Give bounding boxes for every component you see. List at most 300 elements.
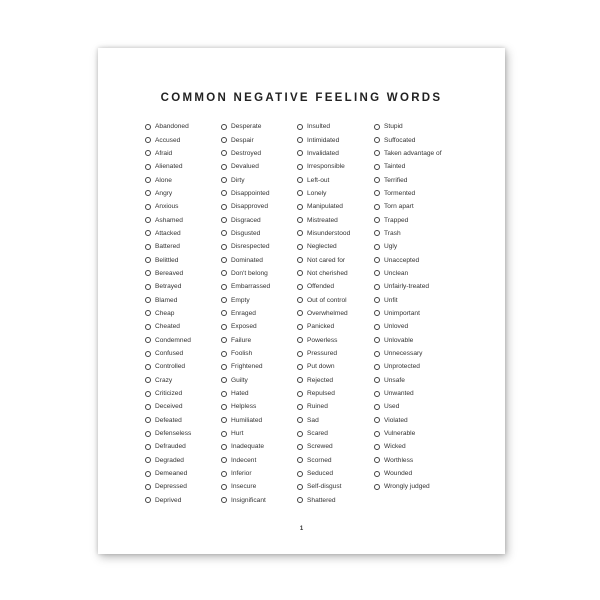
feeling-word-item[interactable] — [297, 480, 350, 493]
feeling-word-item[interactable] — [297, 467, 350, 480]
checkbox-circle-icon[interactable] — [297, 284, 303, 290]
feeling-word-item[interactable] — [374, 147, 442, 160]
checkbox-circle-icon[interactable] — [297, 190, 303, 196]
feeling-word-item[interactable] — [297, 387, 350, 400]
feeling-word-label: Disapproved — [231, 203, 269, 211]
feeling-word-item[interactable] — [145, 427, 191, 440]
checkbox-circle-icon[interactable] — [221, 150, 227, 156]
feeling-word-item[interactable] — [145, 133, 191, 146]
checkbox-circle-icon[interactable] — [221, 190, 227, 196]
checkbox-circle-icon[interactable] — [297, 431, 303, 437]
feeling-word-label: Frightened — [231, 363, 263, 371]
checkbox-circle-icon[interactable] — [145, 270, 151, 276]
checkbox-circle-icon[interactable] — [221, 137, 227, 143]
checkbox-circle-icon[interactable] — [221, 457, 227, 463]
checkbox-circle-icon[interactable] — [374, 190, 380, 196]
feeling-word-item[interactable] — [374, 454, 442, 467]
feeling-word-item[interactable] — [374, 440, 442, 453]
checkbox-circle-icon[interactable] — [297, 497, 303, 503]
checkbox-circle-icon[interactable] — [374, 404, 380, 410]
feeling-word-label: Violated — [384, 416, 408, 424]
checkbox-circle-icon[interactable] — [297, 444, 303, 450]
checkbox-circle-icon[interactable] — [221, 124, 227, 130]
checkbox-circle-icon[interactable] — [297, 137, 303, 143]
feeling-word-item[interactable] — [374, 467, 442, 480]
feeling-word-item[interactable] — [297, 374, 350, 387]
feeling-word-label: Used — [384, 403, 400, 411]
checkbox-circle-icon[interactable] — [374, 230, 380, 236]
checkbox-circle-icon[interactable] — [297, 324, 303, 330]
feeling-word-item[interactable] — [297, 400, 350, 413]
feeling-word-item[interactable] — [297, 427, 350, 440]
feeling-word-label: Scared — [307, 430, 328, 438]
word-column-2 — [221, 120, 270, 507]
checkbox-circle-icon[interactable] — [374, 257, 380, 263]
checkbox-circle-icon[interactable] — [145, 124, 151, 130]
feeling-word-item[interactable] — [221, 173, 270, 186]
feeling-word-label: Rejected — [307, 376, 334, 384]
feeling-word-label: Condemned — [155, 336, 191, 344]
checkbox-circle-icon[interactable] — [374, 137, 380, 143]
checkbox-circle-icon[interactable] — [145, 444, 151, 450]
feeling-word-item[interactable] — [374, 200, 442, 213]
checkbox-circle-icon[interactable] — [297, 297, 303, 303]
feeling-word-item[interactable] — [221, 133, 270, 146]
feeling-word-item[interactable] — [297, 334, 350, 347]
feeling-word-item[interactable] — [297, 360, 350, 373]
checkbox-circle-icon[interactable] — [374, 177, 380, 183]
feeling-word-label: Ugly — [384, 243, 398, 251]
feeling-word-item[interactable] — [374, 173, 442, 186]
feeling-word-label: Misunderstood — [307, 229, 351, 237]
feeling-word-label: Abandoned — [155, 123, 189, 131]
checkbox-circle-icon[interactable] — [374, 310, 380, 316]
feeling-word-item[interactable] — [221, 440, 270, 453]
checkbox-circle-icon[interactable] — [221, 351, 227, 357]
feeling-word-item[interactable] — [374, 253, 442, 266]
feeling-word-label: Insecure — [231, 483, 257, 491]
feeling-word-label: Alienated — [155, 163, 183, 171]
checkbox-circle-icon[interactable] — [145, 137, 151, 143]
feeling-word-label: Manipulated — [307, 203, 343, 211]
checkbox-circle-icon[interactable] — [145, 177, 151, 183]
feeling-word-label: Criticized — [155, 390, 183, 398]
checkbox-circle-icon[interactable] — [374, 457, 380, 463]
feeling-word-label: Vulnerable — [384, 430, 416, 438]
checkbox-circle-icon[interactable] — [297, 364, 303, 370]
feeling-word-label: Demeaned — [155, 470, 188, 478]
feeling-word-item[interactable] — [145, 360, 191, 373]
feeling-word-item[interactable] — [145, 400, 191, 413]
feeling-word-label: Foolish — [231, 350, 253, 358]
checkbox-circle-icon[interactable] — [374, 204, 380, 210]
checkbox-circle-icon[interactable] — [297, 351, 303, 357]
feeling-word-item[interactable] — [221, 267, 270, 280]
checkbox-circle-icon[interactable] — [221, 284, 227, 290]
feeling-word-item[interactable] — [297, 200, 350, 213]
feeling-word-item[interactable] — [297, 160, 350, 173]
checkbox-circle-icon[interactable] — [145, 391, 151, 397]
feeling-word-label: Ashamed — [155, 216, 183, 224]
feeling-word-item[interactable] — [221, 253, 270, 266]
feeling-word-label: Offended — [307, 283, 335, 291]
checkbox-circle-icon[interactable] — [145, 297, 151, 303]
feeling-word-label: Trapped — [384, 216, 409, 224]
checkbox-circle-icon[interactable] — [297, 391, 303, 397]
checkbox-circle-icon[interactable] — [297, 417, 303, 423]
feeling-word-label: Accused — [155, 136, 181, 144]
checkbox-circle-icon[interactable] — [297, 164, 303, 170]
feeling-word-label: Bereaved — [155, 269, 184, 277]
feeling-word-label: Empty — [231, 296, 250, 304]
checkbox-circle-icon[interactable] — [145, 497, 151, 503]
checkbox-circle-icon[interactable] — [297, 257, 303, 263]
feeling-word-item[interactable] — [145, 280, 191, 293]
feeling-word-item[interactable] — [297, 494, 350, 507]
feeling-word-item[interactable] — [297, 240, 350, 253]
feeling-word-label: Disappointed — [231, 189, 270, 197]
checkbox-circle-icon[interactable] — [221, 164, 227, 170]
checkbox-circle-icon[interactable] — [297, 484, 303, 490]
feeling-word-item[interactable] — [374, 240, 442, 253]
feeling-word-item[interactable] — [297, 440, 350, 453]
feeling-word-item[interactable] — [374, 293, 442, 306]
feeling-word-item[interactable] — [297, 120, 350, 133]
feeling-word-item[interactable] — [297, 253, 350, 266]
feeling-word-item[interactable] — [297, 454, 350, 467]
checkbox-circle-icon[interactable] — [374, 364, 380, 370]
checkbox-circle-icon[interactable] — [145, 484, 151, 490]
feeling-word-item[interactable] — [374, 414, 442, 427]
checkbox-circle-icon[interactable] — [374, 164, 380, 170]
feeling-word-label: Depressed — [155, 483, 187, 491]
checkbox-circle-icon[interactable] — [221, 497, 227, 503]
feeling-word-label: Alone — [155, 176, 172, 184]
checkbox-circle-icon[interactable] — [221, 377, 227, 383]
checkbox-circle-icon[interactable] — [374, 270, 380, 276]
checkbox-circle-icon[interactable] — [297, 270, 303, 276]
feeling-word-item[interactable] — [145, 160, 191, 173]
checkbox-circle-icon[interactable] — [145, 324, 151, 330]
feeling-word-item[interactable] — [297, 227, 350, 240]
checkbox-circle-icon[interactable] — [145, 351, 151, 357]
checkbox-circle-icon[interactable] — [374, 217, 380, 223]
feeling-word-label: Cheap — [155, 309, 175, 317]
feeling-word-label: Not cherished — [307, 269, 348, 277]
checkbox-circle-icon[interactable] — [297, 217, 303, 223]
checkbox-circle-icon[interactable] — [374, 484, 380, 490]
feeling-word-item[interactable] — [221, 374, 270, 387]
feeling-word-label: Unsafe — [384, 376, 405, 384]
feeling-word-label: Defenseless — [155, 430, 192, 438]
checkbox-circle-icon[interactable] — [221, 337, 227, 343]
feeling-word-label: Deprived — [155, 496, 182, 504]
checkbox-circle-icon[interactable] — [221, 471, 227, 477]
feeling-word-item[interactable] — [374, 400, 442, 413]
page-number: 1 — [299, 526, 304, 532]
feeling-word-item[interactable] — [221, 400, 270, 413]
feeling-word-label: Defrauded — [155, 443, 186, 451]
checkbox-circle-icon[interactable] — [297, 377, 303, 383]
checkbox-circle-icon[interactable] — [145, 471, 151, 477]
feeling-word-item[interactable] — [145, 494, 191, 507]
checkbox-circle-icon[interactable] — [297, 244, 303, 250]
feeling-word-label: Afraid — [155, 149, 173, 157]
feeling-word-item[interactable] — [374, 307, 442, 320]
checkbox-circle-icon[interactable] — [221, 217, 227, 223]
checkbox-circle-icon[interactable] — [374, 351, 380, 357]
checkbox-circle-icon[interactable] — [221, 270, 227, 276]
feeling-word-label: Unfit — [384, 296, 398, 304]
checkbox-circle-icon[interactable] — [145, 284, 151, 290]
feeling-word-item[interactable] — [297, 293, 350, 306]
feeling-word-item[interactable] — [145, 173, 191, 186]
feeling-word-item[interactable] — [145, 120, 191, 133]
feeling-word-item[interactable] — [221, 293, 270, 306]
checkbox-circle-icon[interactable] — [221, 310, 227, 316]
checkbox-circle-icon[interactable] — [374, 297, 380, 303]
checkbox-circle-icon[interactable] — [374, 391, 380, 397]
feeling-word-label: Overwhelmed — [307, 309, 348, 317]
feeling-word-item[interactable] — [145, 334, 191, 347]
checkbox-circle-icon[interactable] — [374, 444, 380, 450]
feeling-word-item[interactable] — [221, 200, 270, 213]
checkbox-circle-icon[interactable] — [297, 124, 303, 130]
checkbox-circle-icon[interactable] — [221, 324, 227, 330]
word-column-3 — [297, 120, 350, 507]
feeling-word-item[interactable] — [374, 213, 442, 226]
feeling-word-item[interactable] — [221, 280, 270, 293]
checkbox-circle-icon[interactable] — [374, 244, 380, 250]
checkbox-circle-icon[interactable] — [145, 150, 151, 156]
checkbox-circle-icon[interactable] — [145, 417, 151, 423]
feeling-word-item[interactable] — [374, 334, 442, 347]
checkbox-circle-icon[interactable] — [297, 337, 303, 343]
feeling-word-item[interactable] — [221, 427, 270, 440]
feeling-word-label: Insignificant — [231, 496, 266, 504]
feeling-word-label: Left-out — [307, 176, 330, 184]
checkbox-circle-icon[interactable] — [221, 417, 227, 423]
feeling-word-item[interactable] — [297, 213, 350, 226]
feeling-word-label: Shattered — [307, 496, 336, 504]
checkbox-circle-icon[interactable] — [145, 377, 151, 383]
checkbox-circle-icon[interactable] — [221, 431, 227, 437]
checkbox-circle-icon[interactable] — [145, 404, 151, 410]
feeling-word-label: Scorned — [307, 456, 332, 464]
feeling-word-item[interactable] — [145, 267, 191, 280]
page-title: COMMON NEGATIVE FEELING WORDS — [160, 92, 443, 104]
checkbox-circle-icon[interactable] — [145, 364, 151, 370]
feeling-word-item[interactable] — [221, 480, 270, 493]
checkbox-circle-icon[interactable] — [374, 471, 380, 477]
feeling-word-item[interactable] — [145, 240, 191, 253]
checkbox-circle-icon[interactable] — [221, 257, 227, 263]
feeling-word-item[interactable] — [221, 187, 270, 200]
feeling-word-item[interactable] — [145, 414, 191, 427]
feeling-word-item[interactable] — [374, 347, 442, 360]
feeling-word-item[interactable] — [221, 360, 270, 373]
feeling-word-label: Indecent — [231, 456, 257, 464]
checkbox-circle-icon[interactable] — [145, 190, 151, 196]
feeling-word-item[interactable] — [145, 227, 191, 240]
checkbox-circle-icon[interactable] — [145, 230, 151, 236]
feeling-word-item[interactable] — [221, 454, 270, 467]
checkbox-circle-icon[interactable] — [145, 204, 151, 210]
feeling-word-item[interactable] — [374, 133, 442, 146]
feeling-word-label: Controlled — [155, 363, 186, 371]
feeling-word-label: Self-disgust — [307, 483, 342, 491]
feeling-word-label: Worthless — [384, 456, 414, 464]
feeling-word-label: Pressured — [307, 350, 338, 358]
checkbox-circle-icon[interactable] — [297, 150, 303, 156]
feeling-word-item[interactable] — [297, 133, 350, 146]
checkbox-circle-icon[interactable] — [145, 310, 151, 316]
feeling-word-item[interactable] — [221, 334, 270, 347]
feeling-word-item[interactable] — [374, 320, 442, 333]
feeling-word-item[interactable] — [221, 320, 270, 333]
checkbox-circle-icon[interactable] — [297, 230, 303, 236]
feeling-word-label: Taken advantage of — [384, 149, 442, 157]
feeling-word-item[interactable] — [145, 387, 191, 400]
feeling-word-item[interactable] — [374, 227, 442, 240]
feeling-word-label: Failure — [231, 336, 252, 344]
checkbox-circle-icon[interactable] — [221, 391, 227, 397]
checkbox-circle-icon[interactable] — [145, 337, 151, 343]
feeling-word-item[interactable] — [374, 387, 442, 400]
feeling-word-item[interactable] — [221, 227, 270, 240]
feeling-word-item[interactable] — [145, 187, 191, 200]
feeling-word-item[interactable] — [145, 480, 191, 493]
feeling-word-item[interactable] — [374, 280, 442, 293]
feeling-word-label: Defeated — [155, 416, 182, 424]
feeling-word-label: Sad — [307, 416, 319, 424]
checkbox-circle-icon[interactable] — [221, 297, 227, 303]
checkbox-circle-icon[interactable] — [374, 417, 380, 423]
feeling-word-item[interactable] — [374, 360, 442, 373]
feeling-word-item[interactable] — [297, 187, 350, 200]
feeling-word-label: Guilty — [231, 376, 248, 384]
feeling-word-item[interactable] — [145, 253, 191, 266]
feeling-word-item[interactable] — [145, 454, 191, 467]
feeling-word-item[interactable] — [145, 307, 191, 320]
feeling-word-item[interactable] — [145, 213, 191, 226]
feeling-word-item[interactable] — [221, 240, 270, 253]
feeling-word-item[interactable] — [374, 480, 442, 493]
feeling-word-item[interactable] — [374, 267, 442, 280]
checkbox-circle-icon[interactable] — [297, 310, 303, 316]
checkbox-circle-icon[interactable] — [145, 431, 151, 437]
checkbox-circle-icon[interactable] — [297, 457, 303, 463]
feeling-word-item[interactable] — [221, 347, 270, 360]
checkbox-circle-icon[interactable] — [374, 431, 380, 437]
feeling-word-label: Unclean — [384, 269, 409, 277]
checkbox-circle-icon[interactable] — [297, 204, 303, 210]
checkbox-circle-icon[interactable] — [374, 124, 380, 130]
checkbox-circle-icon[interactable] — [374, 337, 380, 343]
checkbox-circle-icon[interactable] — [221, 444, 227, 450]
checkbox-circle-icon[interactable] — [145, 244, 151, 250]
feeling-word-item[interactable] — [297, 147, 350, 160]
feeling-word-item[interactable] — [221, 120, 270, 133]
feeling-word-item[interactable] — [221, 147, 270, 160]
feeling-word-item[interactable] — [297, 267, 350, 280]
feeling-word-item[interactable] — [221, 213, 270, 226]
checkbox-circle-icon[interactable] — [221, 230, 227, 236]
feeling-word-item[interactable] — [221, 387, 270, 400]
feeling-word-label: Dirty — [231, 176, 245, 184]
feeling-word-item[interactable] — [297, 173, 350, 186]
feeling-word-label: Belittled — [155, 256, 179, 264]
feeling-word-item[interactable] — [374, 160, 442, 173]
feeling-word-label: Betrayed — [155, 283, 182, 291]
checkbox-circle-icon[interactable] — [221, 244, 227, 250]
checkbox-circle-icon[interactable] — [374, 150, 380, 156]
feeling-word-item[interactable] — [221, 160, 270, 173]
feeling-word-item[interactable] — [297, 307, 350, 320]
feeling-word-item[interactable] — [145, 374, 191, 387]
checkbox-circle-icon[interactable] — [221, 364, 227, 370]
feeling-word-item[interactable] — [374, 187, 442, 200]
checkbox-circle-icon[interactable] — [221, 404, 227, 410]
feeling-word-item[interactable] — [145, 293, 191, 306]
feeling-word-item[interactable] — [297, 347, 350, 360]
feeling-word-item[interactable] — [374, 374, 442, 387]
feeling-word-item[interactable] — [145, 440, 191, 453]
checkbox-circle-icon[interactable] — [297, 471, 303, 477]
feeling-word-label: Terrified — [384, 176, 408, 184]
feeling-word-label: Unaccepted — [384, 256, 420, 264]
checkbox-circle-icon[interactable] — [297, 404, 303, 410]
checkbox-circle-icon[interactable] — [145, 217, 151, 223]
feeling-word-item[interactable] — [297, 320, 350, 333]
feeling-word-item[interactable] — [145, 200, 191, 213]
feeling-word-label: Suffocated — [384, 136, 416, 144]
feeling-word-label: Crazy — [155, 376, 173, 384]
feeling-word-item[interactable] — [374, 427, 442, 440]
checkbox-circle-icon[interactable] — [145, 457, 151, 463]
checkbox-circle-icon[interactable] — [145, 164, 151, 170]
feeling-word-item[interactable] — [221, 414, 270, 427]
feeling-word-item[interactable] — [145, 320, 191, 333]
feeling-word-item[interactable] — [374, 120, 442, 133]
feeling-word-label: Deceived — [155, 403, 183, 411]
feeling-word-item[interactable] — [297, 280, 350, 293]
feeling-word-label: Disgusted — [231, 229, 261, 237]
feeling-word-item[interactable] — [145, 467, 191, 480]
checkbox-circle-icon[interactable] — [145, 257, 151, 263]
checkbox-circle-icon[interactable] — [374, 284, 380, 290]
feeling-word-item[interactable] — [145, 347, 191, 360]
checkbox-circle-icon[interactable] — [221, 177, 227, 183]
feeling-word-label: Humiliated — [231, 416, 263, 424]
feeling-word-label: Enraged — [231, 309, 256, 317]
feeling-word-label: Anxious — [155, 203, 179, 211]
feeling-word-item[interactable] — [221, 467, 270, 480]
feeling-word-item[interactable] — [221, 307, 270, 320]
feeling-word-label: Devalued — [231, 163, 259, 171]
checkbox-circle-icon[interactable] — [297, 177, 303, 183]
checkbox-circle-icon[interactable] — [374, 324, 380, 330]
checkbox-circle-icon[interactable] — [374, 377, 380, 383]
feeling-word-item[interactable] — [297, 414, 350, 427]
feeling-word-label: Disrespected — [231, 243, 270, 251]
feeling-word-label: Powerless — [307, 336, 338, 344]
feeling-word-label: Hurt — [231, 430, 244, 438]
feeling-word-item[interactable] — [221, 494, 270, 507]
checkbox-circle-icon[interactable] — [221, 484, 227, 490]
checkbox-circle-icon[interactable] — [221, 204, 227, 210]
feeling-word-item[interactable] — [145, 147, 191, 160]
